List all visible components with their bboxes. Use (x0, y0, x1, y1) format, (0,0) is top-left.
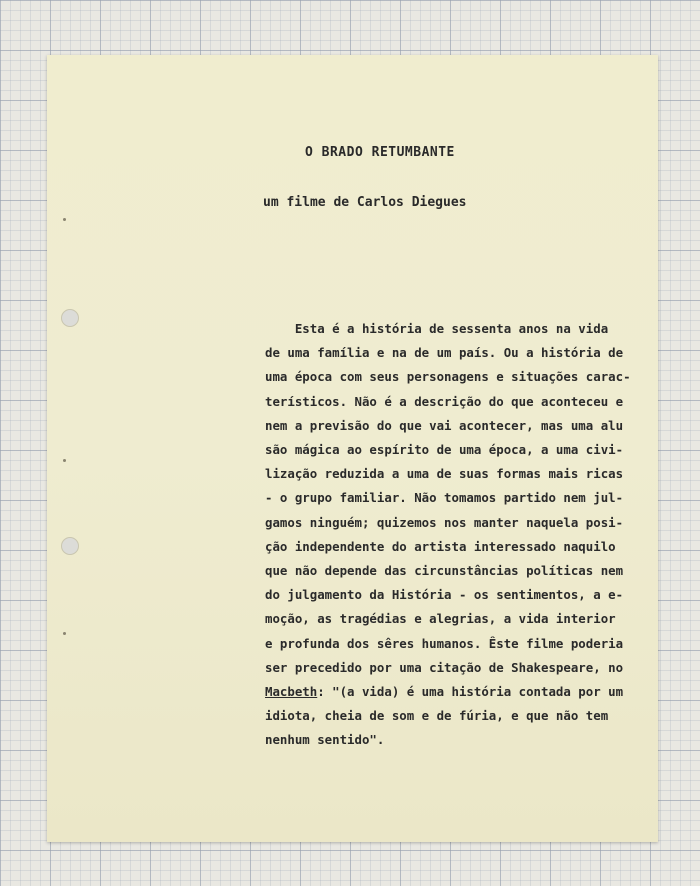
text-line: nem a previsão do que vai acontecer, mas uma alu (265, 417, 624, 433)
text-line: de uma família e na de um país. Ou a história de (265, 345, 624, 361)
text-line: lização reduzida a uma de suas formas mais ricas (265, 466, 624, 482)
body-paragraph (265, 317, 631, 753)
text-line: terísticos. Não é a descrição do que aconteceu e (265, 393, 624, 409)
text-line: moção, as tragédias e alegrias, a vida interior (265, 611, 616, 627)
text-line: uma época com seus personagens e situações carac- (265, 369, 631, 385)
margin-mark (63, 459, 66, 462)
text-line: gamos ninguém; quizemos nos manter naquela posi- (265, 514, 624, 530)
text-line: idiota, cheia de som e de fúria, e que não tem (265, 708, 609, 724)
document-subtitle: um filme de Carlos Diegues (263, 195, 467, 210)
macbeth-title: Macbeth (265, 684, 318, 700)
punch-hole (61, 537, 79, 555)
margin-mark (63, 218, 66, 221)
text-line: - o grupo familiar. Não tomamos partido nem jul- (265, 490, 624, 506)
margin-mark (63, 632, 66, 635)
text-line: Esta é a história de sessenta anos na vida (265, 321, 609, 336)
quote-start: : "(a vida) é uma história contada por um (317, 684, 624, 700)
document-title: O BRADO RETUMBANTE (305, 145, 455, 160)
text-line: ção independente do artista interessado naquilo (265, 538, 616, 554)
text-line: ser precedido por uma citação de Shakespeare, no (265, 659, 624, 675)
punch-hole (61, 309, 79, 327)
text-line: e profunda dos sêres humanos. Êste filme poderia (265, 635, 624, 651)
text-line: são mágica ao espírito de uma época, a uma civi- (265, 442, 624, 458)
text-line: do julgamento da História - os sentimentos, a e- (265, 587, 624, 603)
text-line: que não depende das circunstâncias políticas nem (265, 563, 624, 579)
text-line: nenhum sentido". (265, 732, 385, 748)
text-line-macbeth (265, 680, 631, 704)
typewritten-page (47, 55, 658, 842)
